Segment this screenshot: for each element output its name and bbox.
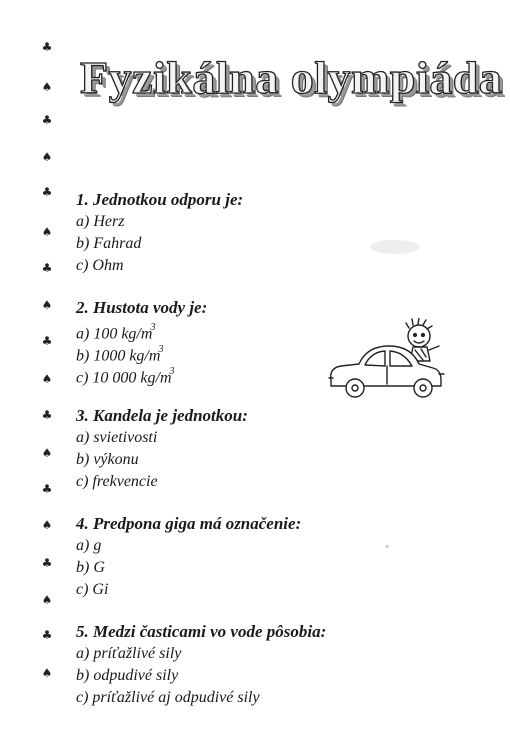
spade-icon: ♠ (41, 593, 53, 607)
answer-5c: c) príťažlivé aj odpudivé sily (76, 689, 260, 706)
scan-speck (370, 240, 420, 254)
question-3: 3. Kandela je jednotkou: (76, 406, 248, 425)
answer-4b: b) G (76, 559, 105, 576)
spade-icon: ♠ (41, 298, 53, 312)
exponent: 3 (150, 322, 156, 333)
club-icon: ♣ (41, 628, 53, 642)
question-1: 1. Jednotkou odporu je: (76, 190, 244, 209)
spade-icon: ♠ (41, 666, 53, 680)
spade-icon: ♠ (41, 225, 53, 239)
answer-3a: a) svietivosti (76, 429, 158, 446)
answer-4c: c) Gi (76, 581, 109, 598)
club-icon: ♣ (41, 261, 53, 275)
spade-icon: ♠ (41, 446, 53, 460)
spade-icon: ♠ (41, 150, 53, 164)
answer-1b: b) Fahrad (76, 235, 142, 252)
exponent: 3 (169, 366, 175, 377)
answer-1a: a) Herz (76, 213, 125, 230)
answer-label: c) 10 000 kg/m (76, 369, 172, 387)
club-icon: ♣ (41, 408, 53, 422)
answer-1c: c) Ohm (76, 257, 124, 274)
question-4: 4. Predpona giga má označenie: (76, 514, 302, 533)
spade-icon: ♠ (41, 372, 53, 386)
exponent: 3 (158, 344, 164, 355)
club-icon: ♣ (41, 40, 53, 54)
answer-2c (76, 364, 175, 388)
answer-2b (76, 342, 163, 366)
club-icon: ♣ (41, 556, 53, 570)
club-icon: ♣ (41, 185, 53, 199)
question-5: 5. Medzi časticami vo vode pôsobia: (76, 622, 327, 641)
spade-icon: ♠ (41, 518, 53, 532)
answer-4a: a) g (76, 537, 102, 554)
answer-3b: b) výkonu (76, 451, 139, 468)
club-icon: ♣ (41, 113, 53, 127)
answer-5a: a) príťažlivé sily (76, 645, 182, 662)
spade-icon: ♠ (41, 80, 53, 94)
answer-2a (76, 320, 155, 344)
answer-5b: b) odpudivé sily (76, 667, 179, 684)
scan-speck (385, 545, 389, 548)
question-2: 2. Hustota vody je: (76, 298, 208, 317)
answer-3c: c) frekvencie (76, 473, 158, 490)
club-icon: ♣ (41, 482, 53, 496)
club-icon: ♣ (41, 334, 53, 348)
answer-label: b) 1000 kg/m (76, 347, 161, 365)
cartoon-car-with-boy-icon (325, 318, 455, 402)
page-title: Fyzikálna olympiáda (80, 52, 503, 103)
answer-label: a) 100 kg/m (76, 325, 153, 343)
